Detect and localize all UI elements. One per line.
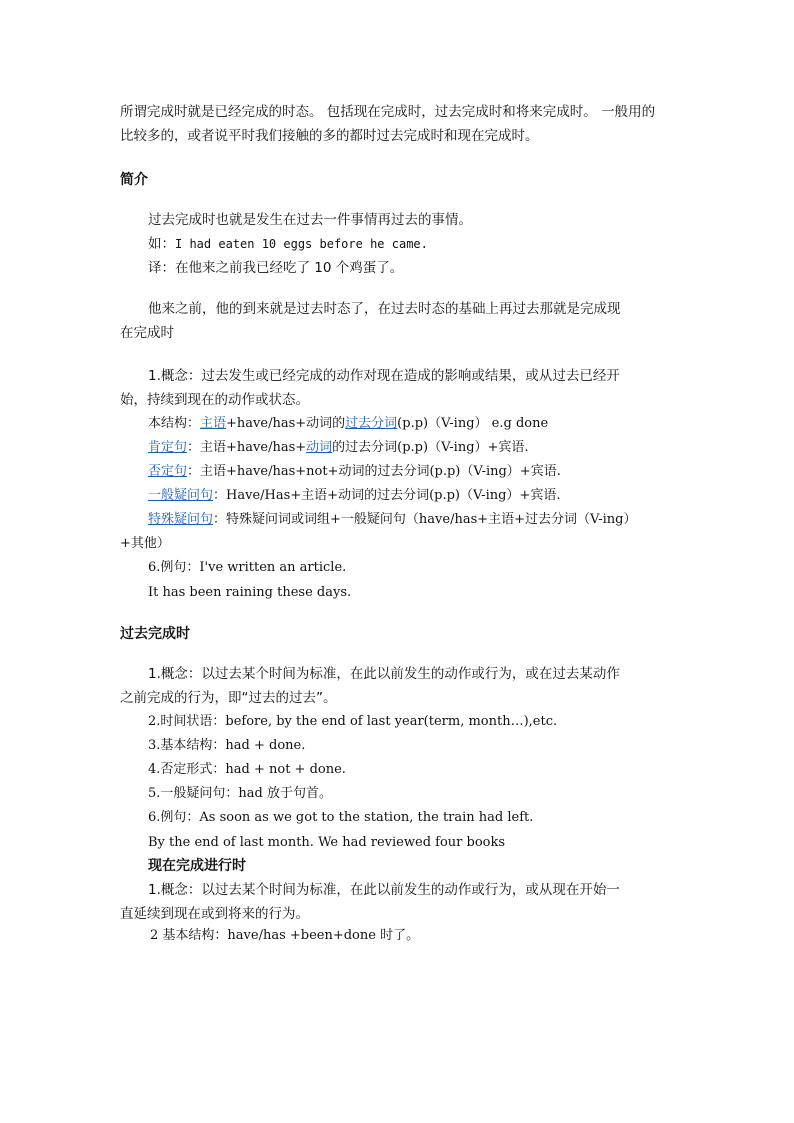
general-question-line: 一般疑问句：Have/Has+主语+动词的过去分词(p.p)（V-ing）+宾语.: [148, 488, 561, 503]
link-negative[interactable]: 否定句: [148, 464, 188, 479]
general-question-form-line: 5.一般疑问句：had 放于句首。: [148, 786, 332, 801]
concept-line-1: 1.概念：过去发生或已经完成的动作对现在造成的影响或结果，或从过去已经开: [148, 368, 620, 384]
link-special-question[interactable]: 特殊疑问句: [148, 512, 214, 527]
special-question-line: 特殊疑问句：特殊疑问词或词组+一般疑问句（have/has+主语+过去分词（V-ing）: [148, 512, 637, 527]
link-subject[interactable]: 主语: [200, 416, 227, 431]
link-affirmative[interactable]: 肯定句: [148, 440, 188, 455]
link-general-question[interactable]: 一般疑问句: [148, 488, 214, 503]
intro-line-2: 比较多的，或者说平时我们接触的多的都时过去完成时和现在完成时。: [120, 128, 539, 144]
past-perfect-concept-line-1: 1.概念：以过去某个时间为标准，在此以前发生的动作或行为，或在过去某动作: [148, 666, 620, 682]
negative-line: 否定句：主语+have/has+not+动词的过去分词(p.p)（V-ing）+宾语.: [148, 464, 561, 479]
special-question-line-2: +其他）: [120, 536, 170, 551]
link-verb[interactable]: 动词: [306, 440, 333, 455]
intro-line-1: 所谓完成时就是已经完成的时态。 包括现在完成时，过去完成时和将来完成时。 一般用的: [120, 104, 656, 120]
examples-line-1: 6.例句：I've written an article.: [148, 560, 347, 575]
ppc-basic-structure-line: 2 基本结构：have/has +been+done 时了。: [150, 928, 420, 943]
affirmative-line: 肯定句：主语+have/has+动词的过去分词(p.p)（V-ing）+宾语.: [148, 440, 529, 455]
example-translation: 译：在他来之前我已经吃了 10 个鸡蛋了。: [148, 260, 404, 276]
section-heading-past-perfect: 过去完成时: [120, 626, 190, 642]
example-sentence: 如：I had eaten 10 eggs before he came.: [148, 236, 428, 252]
link-past-participle[interactable]: 过去分词: [345, 416, 398, 431]
ppc-concept-line-1: 1.概念：以过去某个时间为标准，在此以前发生的动作或行为，或从现在开始一: [148, 882, 620, 898]
concept-line-2: 始，持续到现在的动作或状态。: [120, 392, 309, 408]
section-heading-intro: 简介: [120, 172, 148, 188]
intro-paragraph: 过去完成时也就是发生在过去一件事情再过去的事情。: [148, 212, 472, 228]
negative-form-line: 4.否定形式：had + not + done.: [148, 762, 346, 777]
basic-structure-line: 3.基本结构：had + done.: [148, 738, 306, 753]
time-adverbial-line: 2.时间状语：before, by the end of last year(term, month…),etc.: [148, 714, 558, 729]
past-perfect-examples-line-1: 6.例句：As soon as we got to the station, the train had left.: [148, 810, 534, 825]
past-perfect-examples-line-2: By the end of last month. We had reviewed four books: [148, 835, 506, 850]
explanation-line-2: 在完成时: [120, 325, 174, 341]
explanation-line-1: 他来之前，他的到来就是过去时态了，在过去时态的基础上再过去那就是完成现: [148, 301, 621, 317]
ppc-concept-line-2: 直延续到现在或到将来的行为。: [120, 906, 309, 922]
past-perfect-concept-line-2: 之前完成的行为，即“过去的过去”。: [120, 690, 337, 706]
section-heading-present-perfect-continuous: 现在完成进行时: [148, 858, 246, 874]
structure-line: 本结构：主语+have/has+动词的过去分词(p.p)（V-ing） e.g done: [148, 416, 549, 431]
examples-line-2: It has been raining these days.: [148, 585, 352, 600]
